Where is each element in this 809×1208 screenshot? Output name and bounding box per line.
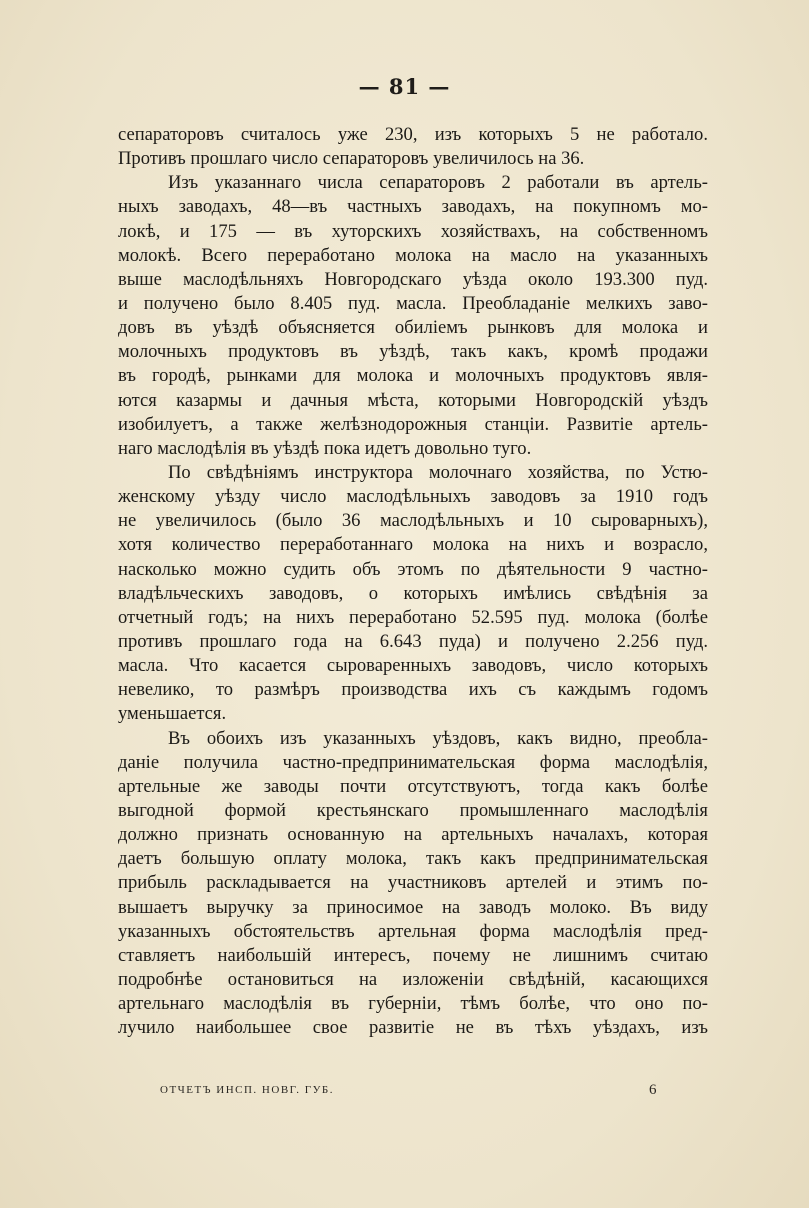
text-line: невелико, то размѣръ производства ихъ съ каждымъ годомъ [118,679,708,701]
text-line: локѣ, и 175 — въ хуторскихъ хозяйствахъ, на собственномъ [118,220,708,242]
text-line: отчетный годъ; на нихъ переработано 52.595 пуд. молока (болѣе [118,606,708,628]
text-line: выгодной формой крестьянскаго промышленнаго маслодѣлія [118,799,708,821]
text-line: должно признать основанную на артельныхъ началахъ, которая [118,824,708,846]
text-line: молокѣ. Всего переработано молока на масло на указанныхъ [118,244,708,266]
page-number: — 81 — [358,74,451,99]
text-line: ныхъ заводахъ, 48—въ частныхъ заводахъ, на покупномъ мо- [118,196,708,218]
text-line: не увеличилось (было 36 маслодѣльныхъ и 10 сыроварныхъ), [118,510,708,532]
text-line: лучило наибольшее свое развитіе не въ тѣхъ уѣздахъ, изъ [118,1017,708,1039]
text-line: Изъ указаннаго числа сепараторовъ 2 работали въ артель- [168,172,708,194]
text-line: даніе получила частно-предпринимательская форма маслодѣлія, [118,751,708,773]
text-line: хотя количество переработаннаго молока на нихъ и возрасло, [118,534,708,556]
text-line: масла. Что касается сыроваренныхъ заводовъ, число которыхъ [118,655,708,677]
signature-mark: ОТЧЕТЪ ИНСП. НОВГ. ГУБ. [160,1084,334,1096]
text-line: молочныхъ продуктовъ въ уѣздѣ, такъ какъ, кромѣ продажи [118,341,708,363]
text-line: вышаетъ выручку за приносимое на заводъ молоко. Въ виду [118,896,708,918]
text-line: артельные же заводы почти отсутствуютъ, тогда какъ болѣе [118,775,708,797]
text-line: уменьшается. [118,703,227,725]
text-line: ются казармы и дачныя мѣста, которыми Новгородскій уѣздъ [118,389,708,411]
text-line: подробнѣе остановиться на изложеніи свѣдѣній, касающихся [118,968,708,990]
text-line: даетъ большую оплату молока, такъ какъ предпринимательская [118,848,708,870]
text-line: сепараторовъ считалось уже 230, изъ которыхъ 5 не работало. [118,124,708,145]
text-line: артельнаго маслодѣлія въ губерніи, тѣмъ болѣе, что оно по- [118,993,708,1015]
text-line: прибыль раскладывается на участниковъ артелей и этимъ по- [118,872,708,894]
text-line: выше маслодѣльняхъ Новгородскаго уѣзда около 193.300 пуд. [118,268,708,290]
text-line: ставляетъ наибольшій интересъ, почему не лишнимъ считаю [118,944,708,966]
text-line: довъ въ уѣздѣ объясняется обиліемъ рынковъ для молока и [118,317,708,339]
text-line: и получено было 8.405 пуд. масла. Преобладаніе мелкихъ заво- [118,292,708,314]
text-line: въ городѣ, рынками для молока и молочныхъ продуктовъ явля- [118,365,708,387]
text-line: изобилуетъ, а также желѣзнодорожныя станціи. Развитіе артель- [118,413,708,435]
body-text [118,123,708,1040]
text-line: женскому уѣзду число маслодѣльныхъ заводовъ за 1910 годъ [118,486,708,508]
text-line: указанныхъ обстоятельствъ артельная форма маслодѣлія пред- [118,920,708,942]
signature-number: 6 [649,1082,657,1098]
text-line: владѣльческихъ заводовъ, о которыхъ имѣлись свѣдѣнія за [118,582,708,604]
text-line: Въ обоихъ изъ указанныхъ уѣздовъ, какъ видно, преобла- [168,727,708,749]
text-line: Противъ прошлаго число сепараторовъ увеличилось на 36. [118,148,585,170]
text-line: насколько можно судить объ этомъ по дѣятельности 9 частно- [118,558,708,580]
text-line: По свѣдѣніямъ инструктора молочнаго хозяйства, по Устю- [168,461,708,483]
text-line: наго маслодѣлія въ уѣздѣ пока идетъ довольно туго. [118,437,532,459]
text-line: противъ прошлаго года на 6.643 пуда) и получено 2.256 пуд. [118,630,708,652]
page-footer [0,1084,809,1104]
